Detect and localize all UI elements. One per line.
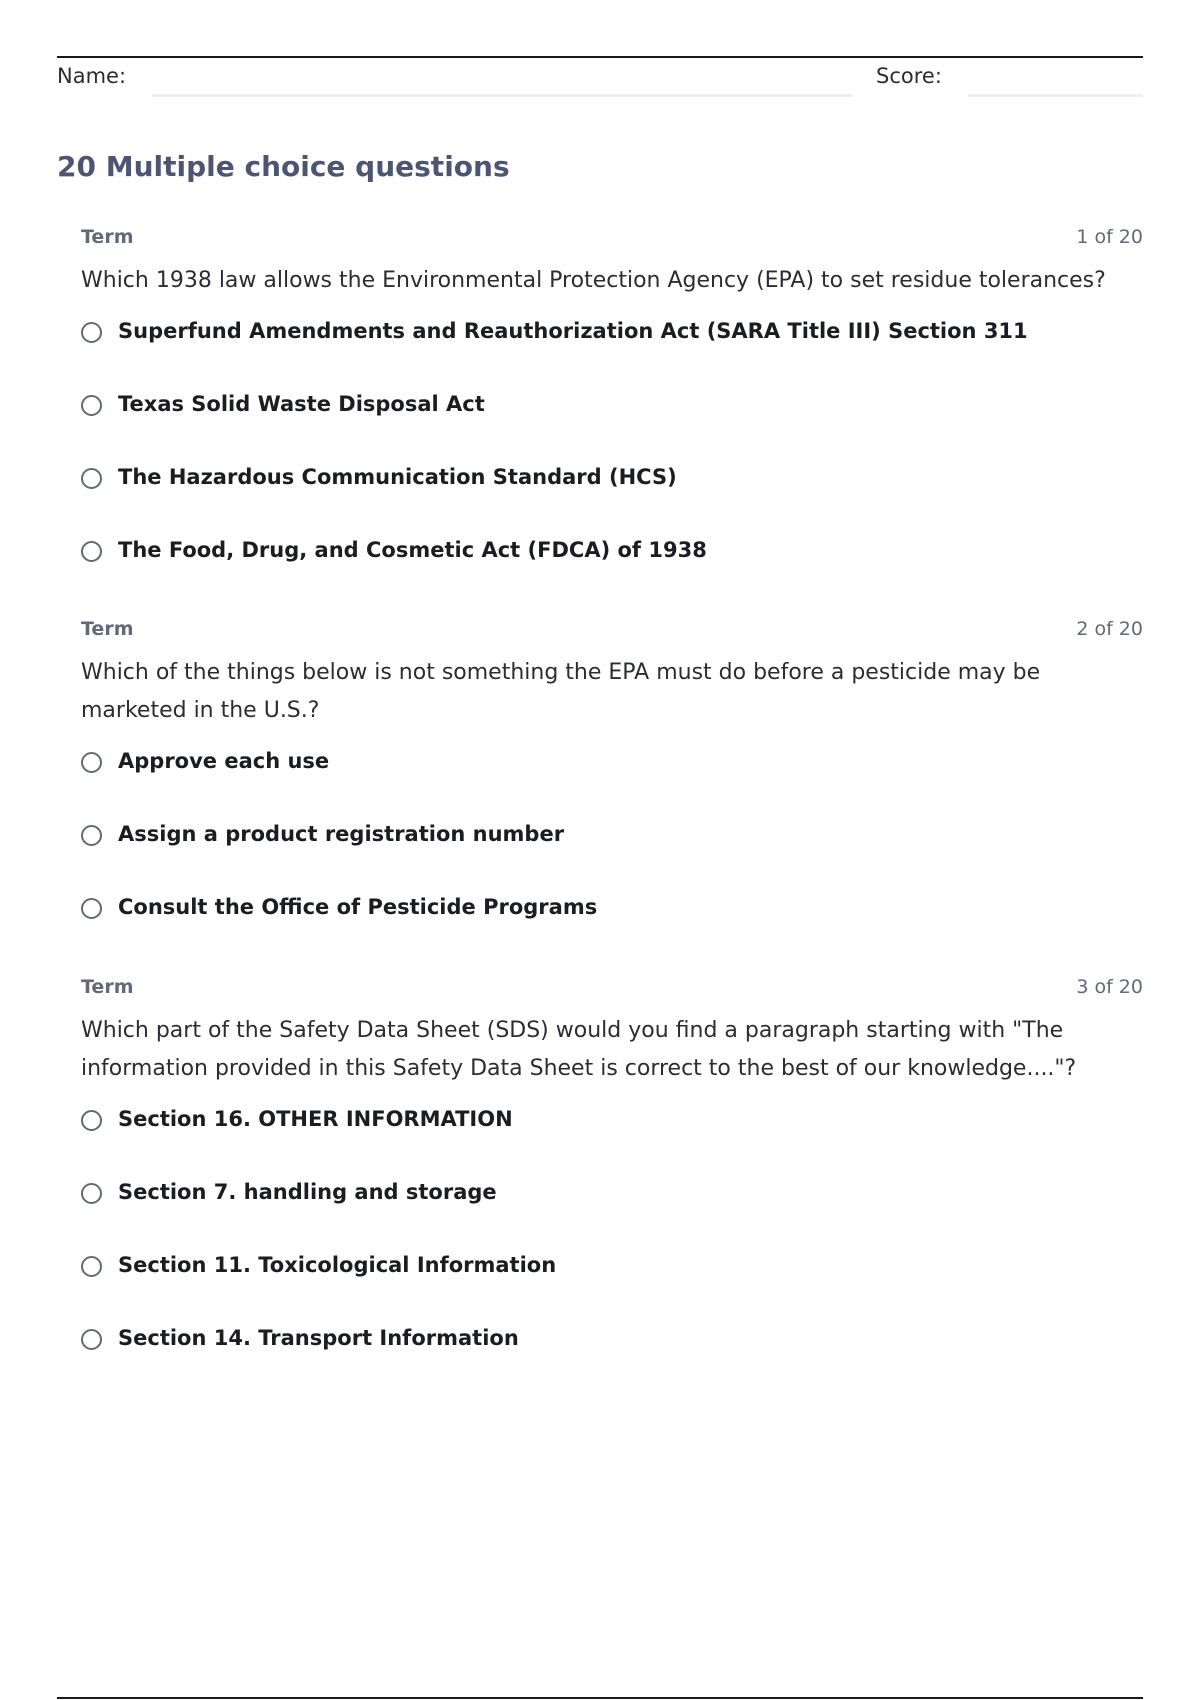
answer-option[interactable]: [81, 1107, 1143, 1183]
radio-button-icon[interactable]: [81, 322, 102, 343]
name-field[interactable]: [152, 94, 852, 97]
name-label: Name:: [57, 64, 127, 88]
question-2: [81, 618, 1143, 971]
term-label: Term: [81, 618, 134, 640]
answer-option[interactable]: [81, 895, 1143, 971]
question-1: [81, 226, 1143, 614]
top-divider: [57, 56, 1143, 58]
radio-button-icon[interactable]: [81, 541, 102, 562]
answer-label: Section 16. OTHER INFORMATION: [118, 1107, 513, 1131]
worksheet-page: [57, 0, 1143, 1700]
answer-option[interactable]: [81, 319, 1143, 395]
answer-label: Assign a product registration number: [118, 822, 565, 846]
question-count: 1 of 20: [1076, 226, 1143, 248]
answer-label: Superfund Amendments and Reauthorization Act (SARA Title III) Section 311: [118, 319, 1028, 343]
bottom-divider: [57, 1697, 1143, 1699]
answer-label: Consult the Office of Pesticide Programs: [118, 895, 598, 919]
question-count: 3 of 20: [1076, 976, 1143, 998]
answer-option[interactable]: [81, 1180, 1143, 1256]
radio-button-icon[interactable]: [81, 1110, 102, 1131]
radio-button-icon[interactable]: [81, 1329, 102, 1350]
radio-button-icon[interactable]: [81, 752, 102, 773]
term-label: Term: [81, 976, 134, 998]
answer-label: Approve each use: [118, 749, 330, 773]
answer-label: The Hazardous Communication Standard (HCS): [118, 465, 677, 489]
name-score-row: [57, 60, 1143, 100]
radio-button-icon[interactable]: [81, 1256, 102, 1277]
radio-button-icon[interactable]: [81, 468, 102, 489]
answer-label: The Food, Drug, and Cosmetic Act (FDCA) of 1938: [118, 538, 707, 562]
answer-option[interactable]: [81, 392, 1143, 468]
radio-button-icon[interactable]: [81, 1183, 102, 1204]
question-3: [81, 976, 1143, 1402]
answer-option[interactable]: [81, 538, 1143, 614]
question-text: Which of the things below is not something the EPA must do before a pesticide may be marketed in the U.S.?: [81, 660, 1041, 723]
question-text: Which 1938 law allows the Environmental Protection Agency (EPA) to set residue tolerances?: [81, 268, 1106, 293]
answer-option[interactable]: [81, 1326, 1143, 1402]
answer-options: [81, 319, 1143, 614]
answer-label: Section 11. Toxicological Information: [118, 1253, 557, 1277]
answer-options: [81, 749, 1143, 971]
question-header: [81, 618, 1143, 646]
question-header: [81, 976, 1143, 1004]
answer-label: Texas Solid Waste Disposal Act: [118, 392, 485, 416]
answer-option[interactable]: [81, 1253, 1143, 1329]
question-header: [81, 226, 1143, 254]
answer-option[interactable]: [81, 822, 1143, 898]
answer-option[interactable]: [81, 465, 1143, 541]
radio-button-icon[interactable]: [81, 898, 102, 919]
term-label: Term: [81, 226, 134, 248]
question-count: 2 of 20: [1076, 618, 1143, 640]
answer-label: Section 14. Transport Information: [118, 1326, 519, 1350]
radio-button-icon[interactable]: [81, 825, 102, 846]
section-title: 20 Multiple choice questions: [57, 150, 510, 183]
radio-button-icon[interactable]: [81, 395, 102, 416]
question-text: Which part of the Safety Data Sheet (SDS) would you find a paragraph starting with "The information provided in this Safety Data Sheet is correct to the best of our knowledge...."?: [81, 1018, 1077, 1081]
score-field[interactable]: [968, 94, 1143, 97]
answer-options: [81, 1107, 1143, 1402]
answer-label: Section 7. handling and storage: [118, 1180, 497, 1204]
score-label: Score:: [876, 64, 942, 88]
answer-option[interactable]: [81, 749, 1143, 825]
